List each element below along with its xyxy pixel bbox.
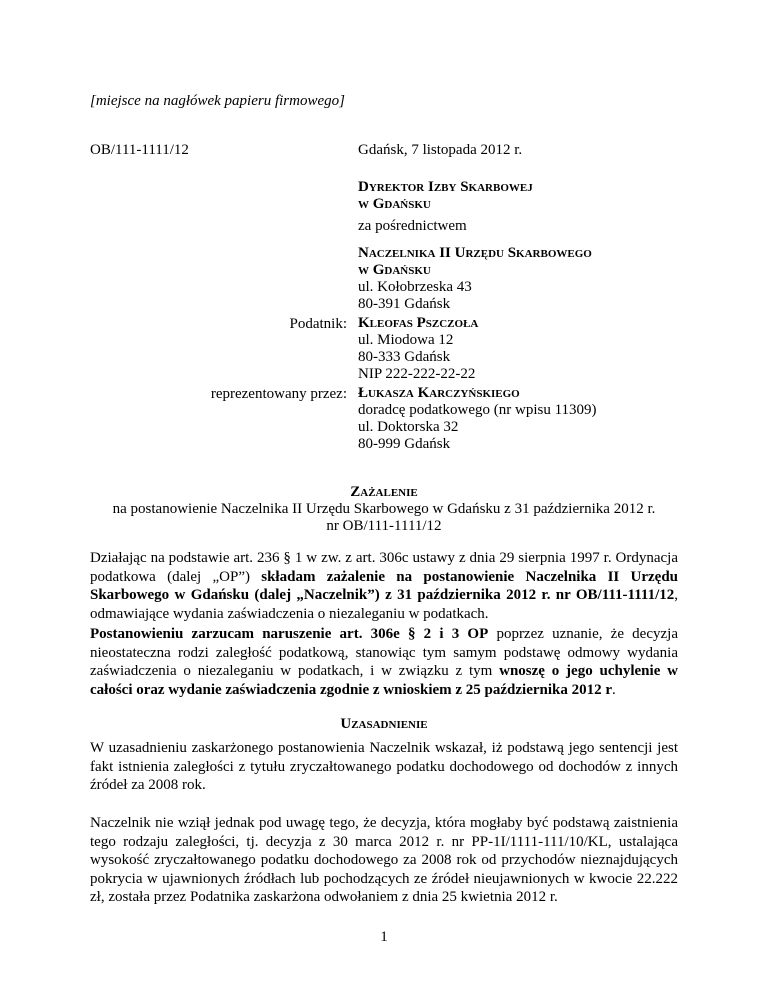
via-label: za pośrednictwem xyxy=(358,218,467,234)
paragraph-justification-2: Naczelnik nie wziął jednak pod uwagę tego, że decyzja, która mogłaby być podstawą zaistnienia tego rodzaju zaległości, tj. decyzja z 30 marca 2012 r. nr PP-1I/1111-111/10/KL, ustalająca wysokość zryczałtowanego podatku dochodowego za 2008 rok od przychodów nieznajdujących pokrycia w ujawnionych źródłach lub pochodzących ze źródeł nieujawnionych w kwocie 22.222 zł, została przez Podatnika zaskarżona odwołaniem z dnia 25 kwietnia 2012 r. xyxy=(90,815,678,905)
intermediary-block xyxy=(358,245,592,313)
intermediary-city: 80-391 Gdańsk xyxy=(358,296,451,312)
representative-name: Łukasza Karczyńskiego xyxy=(358,385,520,401)
representative-label: reprezentowany przez: xyxy=(210,386,347,402)
intermediary-street: ul. Kołobrzeska 43 xyxy=(358,279,472,295)
place-date: Gdańsk, 7 listopada 2012 r. xyxy=(358,142,523,158)
letterhead-placeholder: [miejsce na nagłówek papieru firmowego] xyxy=(90,93,345,109)
taxpayer-name: Kleofas Pszczoła xyxy=(358,315,479,331)
taxpayer-city: 80-333 Gdańsk xyxy=(358,349,451,365)
reference-number: OB/111-1111/12 xyxy=(90,142,189,158)
intermediary-line2: w Gdańsku xyxy=(358,262,431,278)
taxpayer-nip: NIP 222-222-22-22 xyxy=(358,366,476,382)
paragraph-intro: Działając na podstawie art. 236 § 1 w zw. z art. 306c ustawy z dnia 29 sierpnia 1997 r. Ordynacja podatkowa (dalej „OP”) składam zażalenie na postanowienie Naczelnika II Urzędu Skarbowego w Gdańsku (dalej „Naczelnik”) z 31 października 2012 r. nr OB/111-1111/12, odmawiające wydania zaświadczenia o niezaleganiu w podatkach. xyxy=(90,550,679,622)
representative-city: 80-999 Gdańsk xyxy=(358,436,451,452)
taxpayer-block xyxy=(358,315,478,383)
addressee-name-line1: Dyrektor Izby Skarbowej xyxy=(358,179,533,195)
paragraph-justification-1: W uzasadnieniu zaskarżonego postanowienia Naczelnik wskazał, iż podstawą jego sentencji jest fakt istnienia zaległości z tytułu zryczałtowanego podatku dochodowego od dochodów z innych źródeł za 2008 rok. xyxy=(90,740,678,793)
justification-heading: Uzasadnienie xyxy=(340,716,428,732)
title-line2: nr OB/111-1111/12 xyxy=(326,518,442,534)
paragraph-allegation: Postanowieniu zarzucam naruszenie art. 306e § 2 i 3 OP poprzez uznanie, że decyzja nieostateczna rodzi zaległość podatkową, stanowiąc tym samym podstawę odmowy wydania zaświadczenia o niezaleganiu w podatkach, i w związku z tym wnoszę o jego uchylenie w całości oraz wydanie zaświadczenia zgodnie z wnioskiem z 25 października 2012 r. xyxy=(90,626,678,698)
taxpayer-label: Podatnik: xyxy=(289,316,347,332)
document-title: Zażalenie xyxy=(350,484,418,500)
addressee-name-line2: w Gdańsku xyxy=(358,196,431,212)
representative-block xyxy=(358,385,597,453)
title-line1: na postanowienie Naczelnika II Urzędu Skarbowego w Gdańsku z 31 października 2012 r. xyxy=(112,501,656,517)
taxpayer-street: ul. Miodowa 12 xyxy=(358,332,454,348)
intermediary-line1: Naczelnika II Urzędu Skarbowego xyxy=(358,245,592,261)
page-number: 1 xyxy=(380,929,388,945)
representative-street: ul. Doktorska 32 xyxy=(358,419,459,435)
addressee-block xyxy=(358,179,533,213)
representative-role: doradcę podatkowego (nr wpisu 11309) xyxy=(358,402,597,418)
